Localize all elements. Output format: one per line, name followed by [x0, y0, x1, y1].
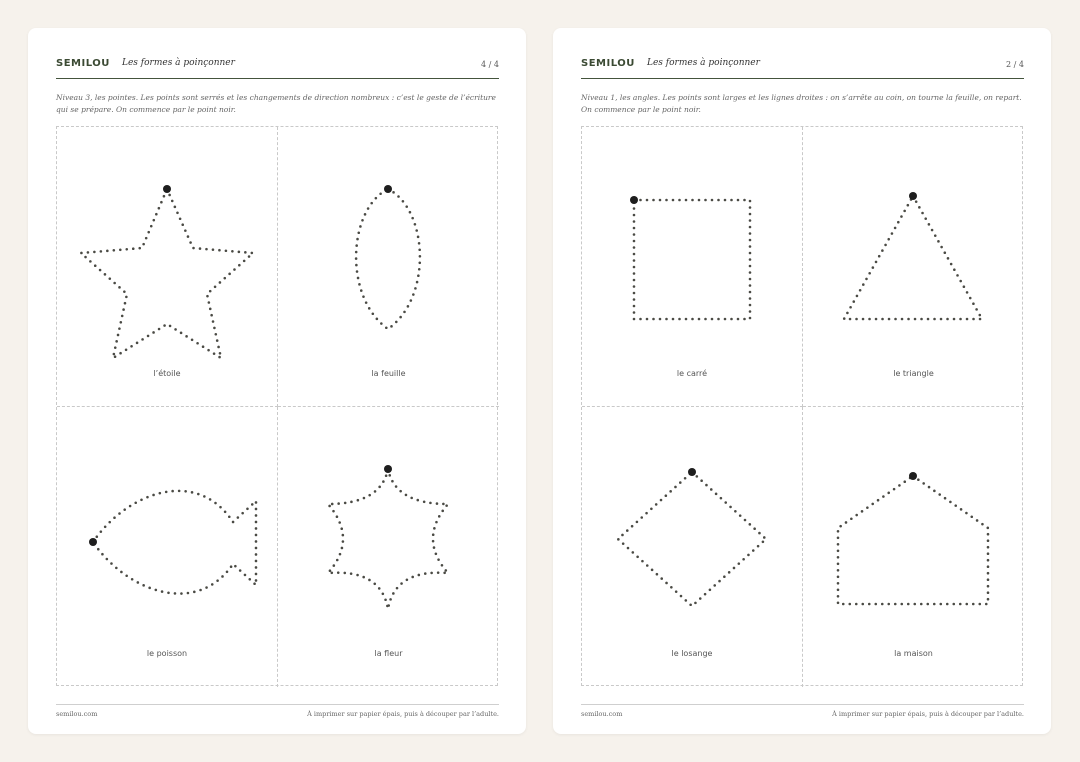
page-header	[56, 28, 499, 79]
shape-label: l’étoile	[153, 369, 181, 378]
shape-card	[582, 407, 803, 687]
footer-note: À imprimer sur papier épais, puis à découper par l’adulte.	[832, 710, 1024, 718]
shape-card	[57, 407, 278, 687]
start-point-icon	[909, 192, 917, 200]
shape-grid	[581, 126, 1023, 686]
page-number: 2 / 4	[1006, 60, 1024, 69]
page-number: 4 / 4	[481, 60, 499, 69]
square-icon	[582, 127, 803, 407]
shape-label: le carré	[676, 369, 708, 378]
start-point-icon	[384, 465, 392, 473]
shape-label: le poisson	[146, 649, 188, 658]
shape-label: le losange	[671, 649, 713, 658]
start-point-icon	[630, 196, 638, 204]
footer-website: semilou.com	[56, 710, 98, 718]
page-header	[581, 28, 1024, 79]
start-point-icon	[384, 185, 392, 193]
shape-card	[582, 127, 803, 407]
page-subtitle: Les formes à poinçonner	[122, 58, 235, 68]
footer-note: À imprimer sur papier épais, puis à découper par l’adulte.	[307, 710, 499, 718]
page-subtitle: Les formes à poinçonner	[647, 58, 760, 68]
leaf-icon	[278, 127, 499, 407]
star-icon	[57, 127, 278, 407]
shape-label: la fleur	[374, 649, 403, 658]
start-point-icon	[909, 472, 917, 480]
page-footer	[56, 704, 499, 718]
shape-label: le triangle	[893, 369, 934, 378]
shape-card	[57, 127, 278, 407]
page-footer	[581, 704, 1024, 718]
start-point-icon	[688, 468, 696, 476]
shape-label: la maison	[894, 649, 933, 658]
worksheet-page	[28, 28, 526, 734]
shape-grid	[56, 126, 498, 686]
shape-label: la feuille	[371, 369, 406, 378]
shape-card	[278, 407, 499, 687]
brand-logo: SEMILOU	[581, 58, 635, 69]
start-point-icon	[89, 538, 97, 546]
brand-logo: SEMILOU	[56, 58, 110, 69]
shape-card	[803, 407, 1024, 687]
shape-card	[803, 127, 1024, 407]
worksheet-page	[553, 28, 1051, 734]
flower-icon	[278, 407, 499, 687]
shape-card	[278, 127, 499, 407]
start-point-icon	[163, 185, 171, 193]
fish-icon	[57, 407, 278, 687]
diamond-icon	[582, 407, 803, 687]
house-icon	[803, 407, 1024, 687]
intro-text: Niveau 1, les angles. Les points sont larges et les lignes droites : on s’arrête au coin, on tourne la feuille, on repart. On commence par le point noir.	[581, 93, 1022, 114]
intro-text: Niveau 3, les pointes. Les points sont serrés et les changements de direction nombreux : c’est le geste de l’écriture qui se prépare. On commence par le point noir.	[56, 93, 496, 114]
triangle-icon	[803, 127, 1024, 407]
footer-website: semilou.com	[581, 710, 623, 718]
